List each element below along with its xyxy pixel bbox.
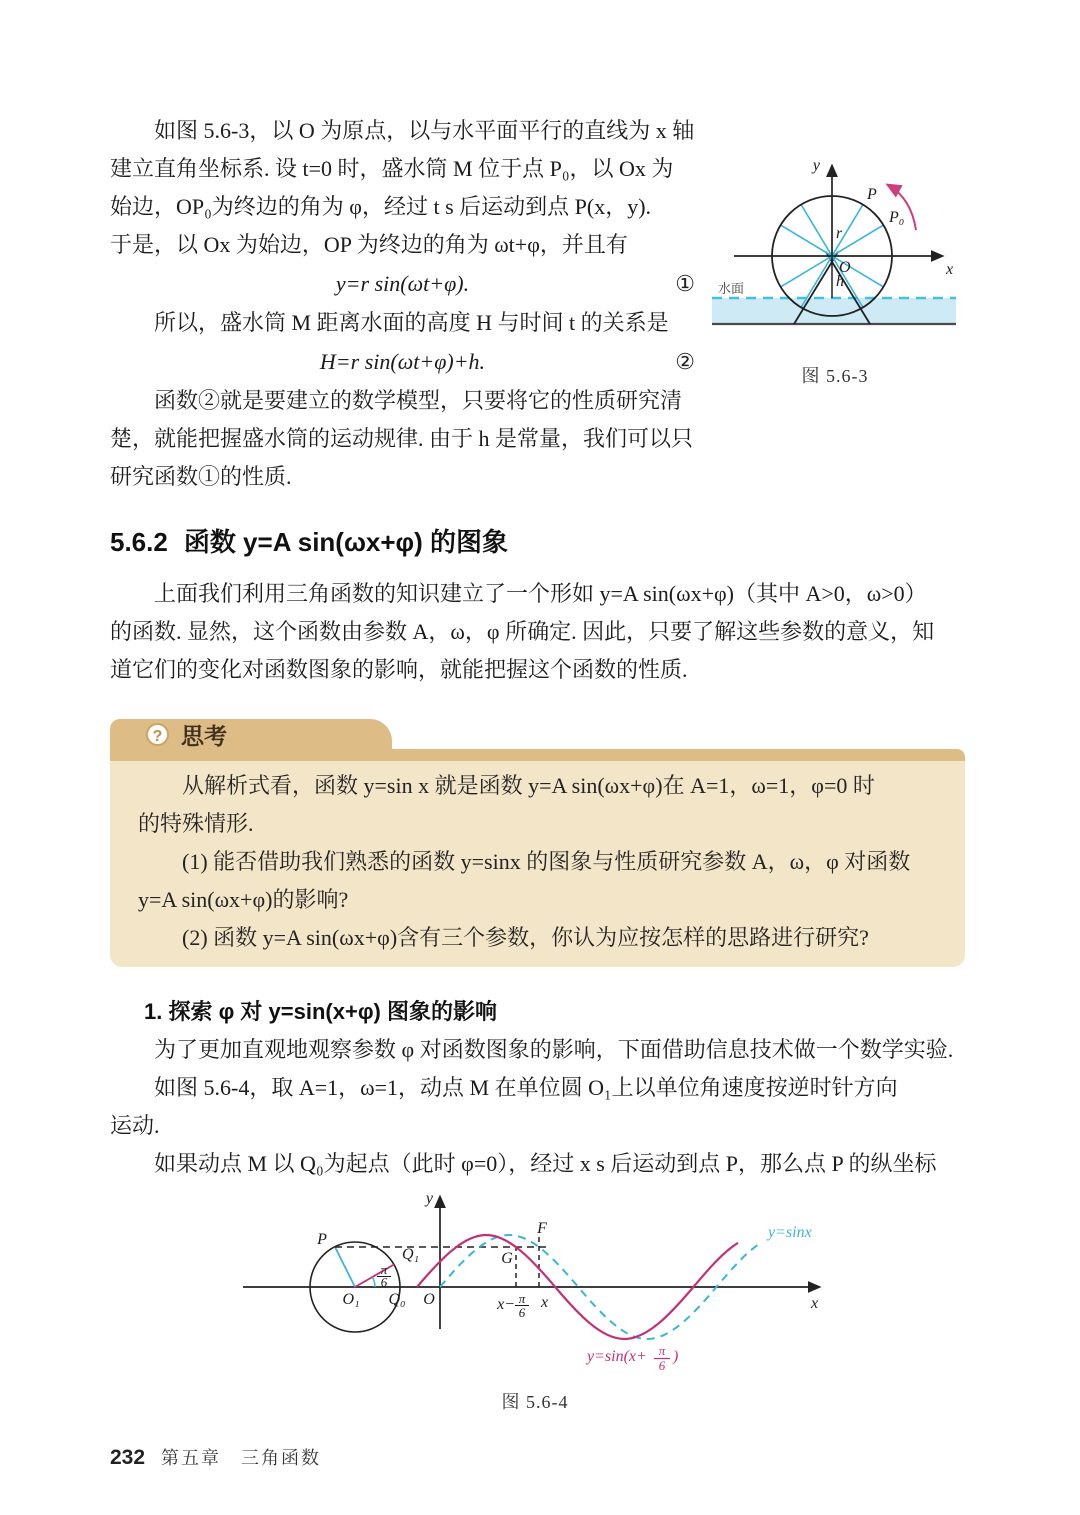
equation-2-tag: ②: [675, 349, 695, 374]
legend-y-sinx: y=sinx: [768, 1224, 812, 1241]
text-line: (1) 能否借助我们熟悉的函数 y=sinx 的图象与性质研究参数 A，ω，φ 对函数: [138, 849, 911, 874]
section-heading: [110, 522, 965, 559]
section-paragraph: [110, 575, 965, 689]
text-line: (2) 函数 y=A sin(ωx+φ)含有三个参数，你认为应按怎样的思路进行研究?: [138, 925, 869, 950]
axis-label-x: x: [811, 1295, 819, 1312]
axis-label-y: y: [425, 1190, 433, 1207]
point-label-Q0: Q₀: [388, 1291, 406, 1308]
question-icon: ?: [146, 723, 169, 746]
point-label-P: P: [867, 186, 877, 203]
think-box-title: 思考: [181, 722, 227, 749]
text-line: 上面我们利用三角函数的知识建立了一个形如 y=A sin(ωx+φ)（其中 A>0，ω>0）: [110, 581, 927, 606]
equation-2: H=r sin(ωt+φ)+h.: [319, 349, 486, 374]
angle-arc: [372, 1277, 375, 1287]
svg-text:6: 6: [380, 1274, 388, 1290]
point-label-G: G: [501, 1250, 513, 1267]
waterwheel-diagram: [710, 146, 960, 358]
text-line: 于是，以 Ox 为始边，OP 为终边的角为 ωt+φ，并且有: [110, 232, 628, 257]
angle-fraction-pi-6: [377, 1262, 391, 1290]
h-label: h: [836, 273, 844, 290]
figure-563: [705, 112, 965, 388]
text-line: 运动.: [110, 1113, 160, 1138]
text-line: y=A sin(ωx+φ)的影响?: [138, 887, 349, 912]
point-label-F: F: [537, 1220, 547, 1237]
axis-label-x: x: [946, 261, 954, 278]
svg-text:y=sin(x+: y=sin(x+: [587, 1348, 647, 1365]
text-line: 的特殊情形.: [138, 811, 254, 836]
think-box: [110, 719, 965, 967]
think-box-tab: [110, 719, 392, 749]
think-box-body: [110, 749, 965, 967]
section-title: 函数 y=A sin(ωx+φ) 的图象: [183, 527, 509, 557]
svg-text:π: π: [518, 1291, 526, 1306]
origin-label-O: O: [423, 1291, 435, 1308]
page-footer: [110, 1444, 965, 1470]
radius-O1P: [335, 1247, 355, 1287]
text-line: 如图 5.6-4，取 A=1，ω=1，动点 M 在单位圆 O₁上以单位角速度按逆时针方向: [110, 1075, 898, 1100]
svg-text:π: π: [658, 1343, 666, 1358]
text-line: 的函数. 显然，这个函数由参数 A，ω，φ 所确定. 因此，只要了解这些参数的意义，知: [110, 619, 935, 644]
text-line: 楚，就能把握盛水筒的运动规律. 由于 h 是常量，我们可以只: [110, 426, 694, 451]
point-label-P0: P₀: [889, 209, 905, 226]
text-line: 为了更加直观地观察参数 φ 对函数图象的影响，下面借助信息技术做一个数学实验.: [110, 1037, 954, 1062]
point-label-P: P: [317, 1231, 327, 1248]
equation-2-row: [110, 342, 695, 382]
figure-564: [225, 1187, 845, 1414]
chapter-label: 第五章 三角函数: [161, 1448, 322, 1468]
center-label-O1: O₁: [342, 1291, 360, 1308]
radius-label-r: r: [836, 225, 843, 242]
explore-heading: 1. 探索 φ 对 y=sin(x+φ) 图象的影响: [144, 999, 497, 1024]
water-surface-label: 水面: [718, 281, 745, 296]
figure-563-caption: 图 5.6-3: [801, 366, 869, 386]
text-line: 建立直角坐标系. 设 t=0 时，盛水筒 M 位于点 P₀，以 Ox 为: [110, 156, 674, 181]
intro-paragraph: [110, 112, 695, 496]
svg-text:x−: x−: [497, 1296, 515, 1313]
equation-1-tag: ①: [675, 271, 695, 296]
svg-text:6: 6: [658, 1358, 666, 1373]
svg-text:π: π: [380, 1262, 388, 1277]
axis-label-y: y: [812, 157, 820, 174]
text-line: 如图 5.6-3，以 O 为原点，以与水平面平行的直线为 x 轴: [110, 118, 695, 143]
origin-label-O: O: [839, 259, 851, 276]
explore-paragraph: [110, 1031, 965, 1183]
tick-label-x-minus-pi6: [496, 1291, 529, 1320]
equation-1: y=r sin(ωt+φ).: [335, 271, 470, 296]
tick-label-x: x: [541, 1294, 549, 1311]
intro-section: [110, 112, 965, 496]
text-line: 研究函数①的性质.: [110, 464, 292, 489]
page-number: 232: [110, 1446, 146, 1469]
legend-y-sin-x-plus-pi6: [585, 1343, 678, 1373]
equation-1-row: [110, 264, 695, 304]
text-line: 道它们的变化对函数图象的影响，就能把握这个函数的性质.: [110, 657, 688, 682]
figure-564-caption: 图 5.6-4: [501, 1392, 569, 1412]
point-label-Q1: Q₁: [402, 1246, 420, 1263]
svg-text:): ): [673, 1348, 679, 1365]
sine-shift-diagram: [225, 1187, 845, 1379]
svg-text:6: 6: [518, 1305, 526, 1320]
water-area: [712, 298, 956, 324]
text-line: 如果动点 M 以 Q₀为起点（此时 φ=0），经过 x s 后运动到点 P，那么点 P 的纵坐标: [110, 1151, 937, 1176]
text-line: 函数②就是要建立的数学模型，只要将它的性质研究清: [110, 388, 683, 413]
text-line: 从解析式看，函数 y=sin x 就是函数 y=A sin(ωx+φ)在 A=1，ω=1，φ=0 时: [138, 773, 875, 798]
section-number: 5.6.2: [110, 527, 168, 557]
text-line: 始边，OP₀为终边的角为 φ，经过 t s 后运动到点 P(x，y).: [110, 194, 652, 219]
text-line: 所以，盛水筒 M 距离水面的高度 H 与时间 t 的关系是: [110, 310, 669, 335]
